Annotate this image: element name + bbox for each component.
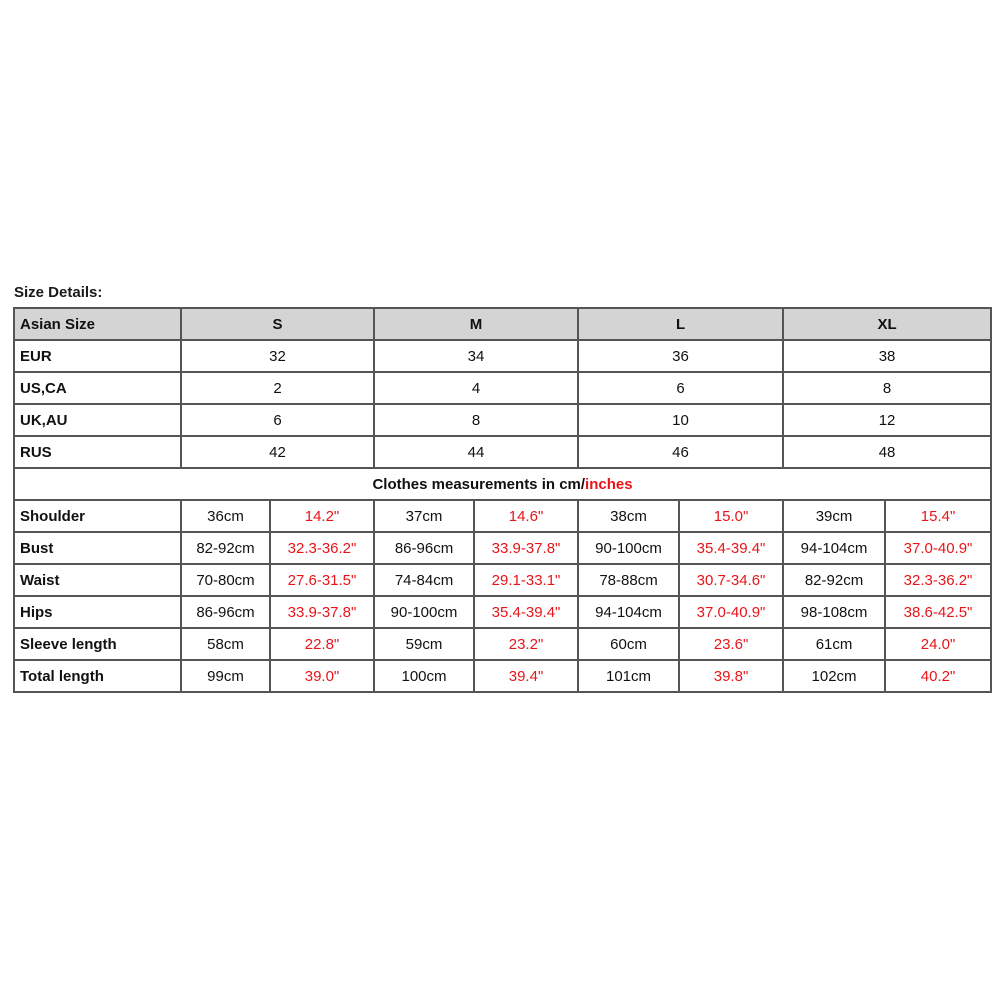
cm-cell: 101cm [578, 660, 679, 692]
inch-cell: 39.0" [270, 660, 374, 692]
row-label: RUS [14, 436, 181, 468]
table-cell: 6 [181, 404, 374, 436]
table-cell: 34 [374, 340, 578, 372]
size-header-s: S [181, 308, 374, 340]
row-label: UK,AU [14, 404, 181, 436]
cm-cell: 102cm [783, 660, 885, 692]
row-label: Waist [14, 564, 181, 596]
inch-cell: 22.8" [270, 628, 374, 660]
measurement-row-hips [14, 596, 991, 628]
cm-cell: 60cm [578, 628, 679, 660]
cm-cell: 82-92cm [783, 564, 885, 596]
table-cell: 42 [181, 436, 374, 468]
section-row [14, 468, 991, 500]
table-cell: 12 [783, 404, 991, 436]
size-header-l: L [578, 308, 783, 340]
table-cell: 10 [578, 404, 783, 436]
cm-cell: 74-84cm [374, 564, 474, 596]
section-heading-highlight: inches [585, 475, 633, 493]
cm-cell: 82-92cm [181, 532, 270, 564]
cm-cell: 99cm [181, 660, 270, 692]
cm-cell: 38cm [578, 500, 679, 532]
header-row [14, 308, 991, 340]
cm-cell: 78-88cm [578, 564, 679, 596]
inch-cell: 35.4-39.4" [679, 532, 783, 564]
conversion-row-uk-au [14, 404, 991, 436]
conversion-row-us-ca [14, 372, 991, 404]
cm-cell: 39cm [783, 500, 885, 532]
row-label: US,CA [14, 372, 181, 404]
cm-cell: 98-108cm [783, 596, 885, 628]
section-heading [14, 468, 991, 500]
table-cell: 4 [374, 372, 578, 404]
cm-cell: 36cm [181, 500, 270, 532]
row-label: Shoulder [14, 500, 181, 532]
inch-cell: 33.9-37.8" [474, 532, 578, 564]
inch-cell: 29.1-33.1" [474, 564, 578, 596]
row-label: EUR [14, 340, 181, 372]
table-cell: 8 [783, 372, 991, 404]
cm-cell: 70-80cm [181, 564, 270, 596]
cm-cell: 94-104cm [783, 532, 885, 564]
cm-cell: 100cm [374, 660, 474, 692]
table-cell: 2 [181, 372, 374, 404]
header-label: Asian Size [14, 308, 181, 340]
inch-cell: 37.0-40.9" [679, 596, 783, 628]
inch-cell: 30.7-34.6" [679, 564, 783, 596]
inch-cell: 15.0" [679, 500, 783, 532]
section-heading-prefix: Clothes measurements in cm/ [372, 475, 586, 493]
size-header-m: M [374, 308, 578, 340]
row-label: Hips [14, 596, 181, 628]
table-cell: 8 [374, 404, 578, 436]
inch-cell: 15.4" [885, 500, 991, 532]
cm-cell: 61cm [783, 628, 885, 660]
table-cell: 6 [578, 372, 783, 404]
table-cell: 46 [578, 436, 783, 468]
size-details-caption: Size Details: [14, 284, 103, 301]
measurement-row-waist [14, 564, 991, 596]
table-cell: 48 [783, 436, 991, 468]
inch-cell: 33.9-37.8" [270, 596, 374, 628]
cm-cell: 86-96cm [181, 596, 270, 628]
inch-cell: 23.6" [679, 628, 783, 660]
table-cell: 36 [578, 340, 783, 372]
cm-cell: 37cm [374, 500, 474, 532]
measurement-row-total-length [14, 660, 991, 692]
size-chart-table [13, 307, 992, 693]
row-label: Bust [14, 532, 181, 564]
inch-cell: 32.3-36.2" [270, 532, 374, 564]
table-cell: 44 [374, 436, 578, 468]
cm-cell: 58cm [181, 628, 270, 660]
cm-cell: 59cm [374, 628, 474, 660]
table-cell: 38 [783, 340, 991, 372]
inch-cell: 14.6" [474, 500, 578, 532]
inch-cell: 24.0" [885, 628, 991, 660]
inch-cell: 32.3-36.2" [885, 564, 991, 596]
measurement-row-sleeve-length [14, 628, 991, 660]
inch-cell: 14.2" [270, 500, 374, 532]
size-header-xl: XL [783, 308, 991, 340]
table-cell: 32 [181, 340, 374, 372]
row-label: Sleeve length [14, 628, 181, 660]
inch-cell: 39.8" [679, 660, 783, 692]
conversion-row-rus [14, 436, 991, 468]
cm-cell: 90-100cm [374, 596, 474, 628]
inch-cell: 40.2" [885, 660, 991, 692]
cm-cell: 94-104cm [578, 596, 679, 628]
inch-cell: 39.4" [474, 660, 578, 692]
inch-cell: 37.0-40.9" [885, 532, 991, 564]
inch-cell: 35.4-39.4" [474, 596, 578, 628]
conversion-row-eur [14, 340, 991, 372]
measurement-row-bust [14, 532, 991, 564]
cm-cell: 86-96cm [374, 532, 474, 564]
measurement-row-shoulder [14, 500, 991, 532]
inch-cell: 38.6-42.5" [885, 596, 991, 628]
row-label: Total length [14, 660, 181, 692]
inch-cell: 27.6-31.5" [270, 564, 374, 596]
cm-cell: 90-100cm [578, 532, 679, 564]
inch-cell: 23.2" [474, 628, 578, 660]
